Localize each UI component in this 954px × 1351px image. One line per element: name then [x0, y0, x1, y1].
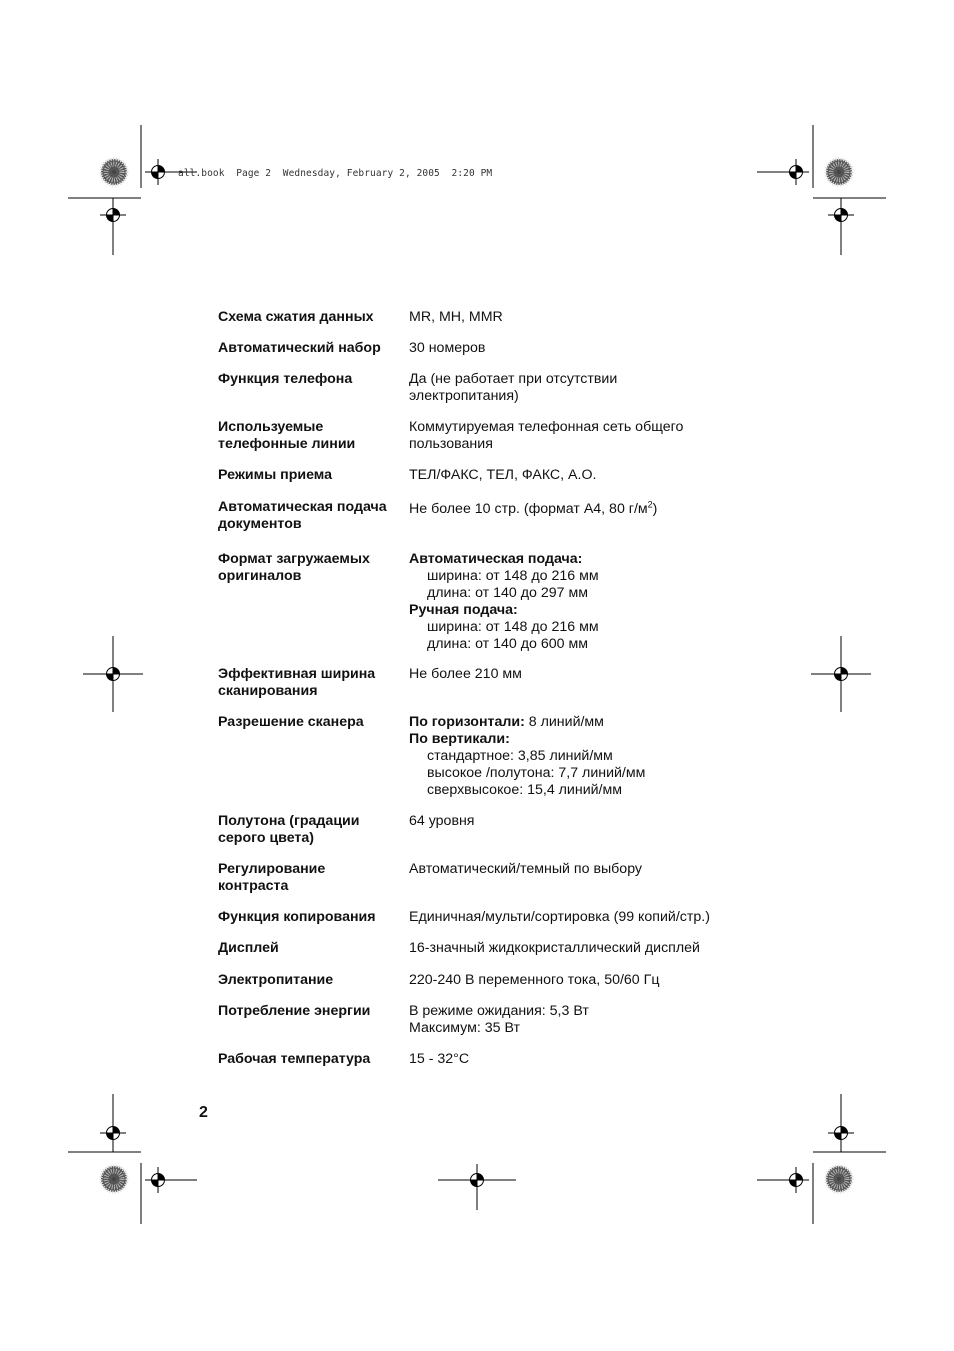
spec-row-compression	[218, 309, 758, 340]
spec-value: Единичная/мульти/сортировка (99 копий/стр.)	[409, 909, 710, 925]
spec-row-original-format	[218, 551, 758, 666]
spec-value: Не более 210 мм	[409, 666, 522, 682]
spec-row-copy	[218, 909, 758, 940]
spec-value-line: пользования	[409, 436, 493, 452]
spec-value-line: длина: от 140 до 600 мм	[427, 636, 588, 652]
spec-label-line: Эффективная ширина	[218, 666, 376, 682]
spec-row-adf	[218, 499, 758, 551]
spec-row-power	[218, 972, 758, 1003]
specifications-table	[218, 309, 758, 1071]
spec-row-phone-lines	[218, 419, 758, 467]
spec-value-line: В режиме ожидания: 5,3 Вт	[409, 1003, 589, 1019]
spec-row-scanner-resolution	[218, 714, 758, 813]
spec-value-line: сверхвысокое: 15,4 линий/мм	[427, 782, 622, 798]
spec-value	[409, 499, 758, 551]
spec-value-line: Максимум: 35 Вт	[409, 1020, 520, 1036]
spec-value-line: высокое /полутона: 7,7 линий/мм	[427, 765, 646, 781]
spec-subheading: Автоматическая подача:	[409, 551, 583, 567]
spec-label-line: оригиналов	[218, 568, 302, 584]
spec-value: 220-240 В переменного тока, 50/60 Гц	[409, 972, 660, 988]
spec-row-display	[218, 940, 758, 972]
spec-value-line: ширина: от 148 до 216 мм	[427, 568, 599, 584]
spec-row-phone-function	[218, 371, 758, 419]
spec-value: 64 уровня	[409, 813, 475, 829]
spec-row-contrast	[218, 861, 758, 909]
spec-label: Разрешение сканера	[218, 714, 364, 730]
spec-label: Дисплей	[218, 940, 279, 956]
spec-row-receive-modes	[218, 467, 758, 499]
spec-label-line: сканирования	[218, 683, 318, 699]
spec-value	[409, 1003, 758, 1051]
spec-value	[409, 551, 758, 666]
spec-value: ТЕЛ/ФАКС, ТЕЛ, ФАКС, А.О.	[409, 467, 597, 483]
spec-value: MR, MH, MMR	[409, 309, 503, 325]
spec-row-halftone	[218, 813, 758, 861]
spec-label-line: серого цвета)	[218, 830, 314, 846]
spec-value-line: длина: от 140 до 297 мм	[427, 585, 588, 601]
spec-label: Функция копирования	[218, 909, 376, 925]
spec-label	[218, 861, 409, 909]
spec-label	[218, 419, 409, 467]
spec-label-line: Используемые	[218, 419, 324, 435]
spec-value	[409, 371, 758, 419]
page-number: 2	[199, 1104, 208, 1121]
spec-row-autodial	[218, 340, 758, 371]
spec-value-text: )	[652, 501, 658, 517]
spec-label	[218, 551, 409, 666]
spec-row-temperature	[218, 1051, 758, 1071]
spec-value-text: Не более 10 стр. (формат А4, 80 г/м	[409, 501, 648, 517]
spec-label-line: телефонные линии	[218, 436, 356, 452]
spec-value: 30 номеров	[409, 340, 486, 356]
spec-label: Автоматический набор	[218, 340, 381, 356]
spec-label: Режимы приема	[218, 467, 333, 483]
spec-label-line: документов	[218, 516, 302, 532]
spec-label-line: Полутона (градации	[218, 813, 360, 829]
spec-value-line: стандартное: 3,85 линий/мм	[427, 748, 613, 764]
spec-label-line: контраста	[218, 878, 289, 894]
spec-value-line: Коммутируемая телефонная сеть общего	[409, 419, 684, 435]
spec-value: 15 - 32°C	[409, 1051, 470, 1067]
spec-label-line: Автоматическая подача	[218, 499, 387, 515]
spec-subheading: По вертикали:	[409, 731, 510, 747]
spec-label: Потребление энергии	[218, 1003, 371, 1019]
spec-label	[218, 666, 409, 714]
superscript: 2	[647, 499, 653, 510]
spec-value-line: ширина: от 148 до 216 мм	[427, 619, 599, 635]
spec-label	[218, 813, 409, 861]
spec-value	[409, 714, 758, 813]
spec-label: Рабочая температура	[218, 1051, 371, 1067]
spec-value	[409, 419, 758, 467]
spec-value-line: Да (не работает при отсутствии	[409, 371, 618, 387]
spec-label: Электропитание	[218, 972, 334, 988]
spec-row-scan-width	[218, 666, 758, 714]
spec-label: Функция телефона	[218, 371, 353, 387]
spec-label	[218, 499, 409, 551]
spec-label: Схема сжатия данных	[218, 309, 374, 325]
spec-label-line: Регулирование	[218, 861, 326, 877]
spec-label-line: Формат загружаемых	[218, 551, 370, 567]
spec-value-line: По горизонтали: 8 линий/мм	[409, 714, 604, 730]
spec-value-line: электропитания)	[409, 388, 519, 404]
spec-value: 16-значный жидкокристаллический дисплей	[409, 940, 700, 956]
spec-value: Автоматический/темный по выбору	[409, 861, 643, 877]
print-info-header: all.book Page 2 Wednesday, February 2, 2005 2:20 PM	[178, 168, 493, 179]
spec-subheading: Ручная подача:	[409, 602, 518, 618]
spec-row-consumption	[218, 1003, 758, 1051]
